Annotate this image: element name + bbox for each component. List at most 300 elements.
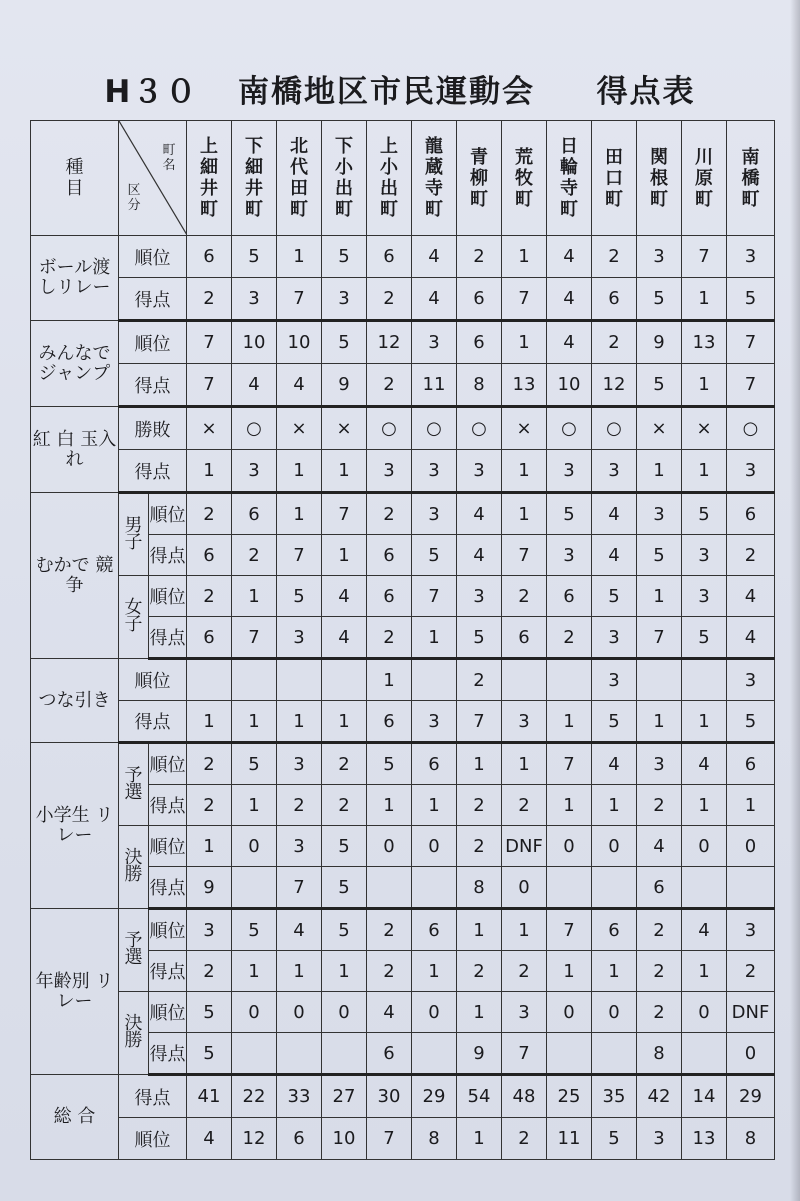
score-cell: 2 <box>502 785 547 826</box>
score-cell: 6 <box>367 1033 412 1075</box>
score-cell <box>277 1033 322 1075</box>
rank-label: 順位 <box>119 321 187 364</box>
score-cell: 6 <box>367 535 412 576</box>
score-cell: 5 <box>637 535 682 576</box>
win-loss-label: 勝敗 <box>119 407 187 450</box>
score-cell: 1 <box>187 701 232 743</box>
score-cell: 4 <box>547 278 592 321</box>
title-main: 南橋地区市民運動会 <box>237 74 535 110</box>
score-cell: 1 <box>682 951 727 992</box>
score-cell: 1 <box>502 743 547 785</box>
prelim-label: 予選 <box>119 909 149 992</box>
score-cell: 1 <box>367 659 412 701</box>
category-header: 種目 <box>31 121 119 236</box>
score-cell: 7 <box>682 236 727 278</box>
score-cell <box>232 867 277 909</box>
points-label: 得点 <box>149 951 187 992</box>
girls-label: 女子 <box>119 576 149 659</box>
score-cell: 1 <box>502 493 547 535</box>
score-cell: 3 <box>682 535 727 576</box>
tamaire-result-row <box>31 407 775 450</box>
total-rank-row <box>31 1118 775 1160</box>
town-header: 日輪寺町 <box>547 121 592 236</box>
shogaku-final-rank-row <box>31 826 775 867</box>
nenrei-prelim-rank-row <box>31 909 775 951</box>
score-cell: 1 <box>502 909 547 951</box>
score-cell: 3 <box>592 450 637 493</box>
score-cell: 1 <box>232 701 277 743</box>
score-cell: 7 <box>502 1033 547 1075</box>
event-mukade: むかで 競 争 <box>31 493 119 659</box>
score-cell: 1 <box>232 576 277 617</box>
score-cell: 1 <box>682 701 727 743</box>
total-points-row <box>31 1075 775 1118</box>
points-label: 得点 <box>119 278 187 321</box>
score-cell: 5 <box>637 278 682 321</box>
score-cell: 2 <box>277 785 322 826</box>
score-cell: 1 <box>277 450 322 493</box>
score-cell: 6 <box>367 701 412 743</box>
town-header: 下細井町 <box>232 121 277 236</box>
town-header: 上小出町 <box>367 121 412 236</box>
score-cell <box>232 659 277 701</box>
score-cell: 2 <box>457 659 502 701</box>
score-cell <box>232 1033 277 1075</box>
score-cell: 1 <box>412 617 457 659</box>
shogaku-prelim-rank-row <box>31 743 775 785</box>
score-cell <box>412 659 457 701</box>
score-cell: 1 <box>322 701 367 743</box>
score-cell: ○ <box>367 407 412 450</box>
score-cell: 2 <box>187 743 232 785</box>
score-cell: 10 <box>277 321 322 364</box>
score-cell: 1 <box>322 535 367 576</box>
score-cell: 6 <box>592 909 637 951</box>
score-cell: 2 <box>547 617 592 659</box>
score-cell: 41 <box>187 1075 232 1118</box>
score-cell: 2 <box>637 785 682 826</box>
score-cell: 8 <box>457 867 502 909</box>
paper-edge-shadow <box>790 0 800 1201</box>
score-cell: 3 <box>727 236 775 278</box>
score-cell: 1 <box>457 992 502 1033</box>
score-cell <box>637 659 682 701</box>
score-cell: 1 <box>727 785 775 826</box>
score-cell: 1 <box>502 321 547 364</box>
score-cell: ○ <box>412 407 457 450</box>
score-cell: 2 <box>367 909 412 951</box>
score-cell: 4 <box>412 236 457 278</box>
score-cell: 0 <box>547 826 592 867</box>
score-cell: 1 <box>322 450 367 493</box>
score-cell: 2 <box>727 535 775 576</box>
score-cell: 0 <box>322 992 367 1033</box>
score-cell: 4 <box>277 909 322 951</box>
score-cell: 4 <box>547 321 592 364</box>
score-cell: 5 <box>592 701 637 743</box>
score-cell: 3 <box>232 450 277 493</box>
score-cell: 3 <box>412 493 457 535</box>
score-cell: 13 <box>682 321 727 364</box>
score-cell: 10 <box>232 321 277 364</box>
score-cell: 4 <box>322 576 367 617</box>
score-cell: ○ <box>592 407 637 450</box>
score-cell: 2 <box>502 576 547 617</box>
score-cell: 3 <box>637 236 682 278</box>
score-cell: 4 <box>637 826 682 867</box>
score-cell: 6 <box>547 576 592 617</box>
score-cell: ○ <box>232 407 277 450</box>
score-cell: 8 <box>637 1033 682 1075</box>
score-cell: 5 <box>322 826 367 867</box>
score-cell <box>727 867 775 909</box>
score-cell: 7 <box>232 617 277 659</box>
score-cell <box>547 867 592 909</box>
score-cell <box>322 659 367 701</box>
town-header: 川原町 <box>682 121 727 236</box>
score-cell: 4 <box>682 909 727 951</box>
score-cell: 6 <box>367 576 412 617</box>
score-cell <box>277 659 322 701</box>
score-cell: 12 <box>592 364 637 407</box>
score-cell: 1 <box>502 450 547 493</box>
score-cell: × <box>322 407 367 450</box>
score-cell: 1 <box>592 951 637 992</box>
score-cell: 0 <box>592 992 637 1033</box>
score-cell: 6 <box>187 617 232 659</box>
score-cell: 7 <box>457 701 502 743</box>
score-cell: 5 <box>232 236 277 278</box>
score-cell: 14 <box>682 1075 727 1118</box>
score-cell: 3 <box>592 659 637 701</box>
score-cell: 0 <box>412 826 457 867</box>
score-cell: ○ <box>547 407 592 450</box>
tsuna-rank-row <box>31 659 775 701</box>
score-cell: 0 <box>277 992 322 1033</box>
score-cell: 3 <box>727 909 775 951</box>
nenrei-final-rank-row <box>31 992 775 1033</box>
score-cell: 4 <box>412 278 457 321</box>
score-cell: 22 <box>232 1075 277 1118</box>
score-cell: 5 <box>322 321 367 364</box>
score-cell: 3 <box>187 909 232 951</box>
score-cell: 2 <box>592 321 637 364</box>
score-cell: 5 <box>187 992 232 1033</box>
town-header: 田口町 <box>592 121 637 236</box>
score-cell: 2 <box>367 951 412 992</box>
score-cell: 4 <box>322 617 367 659</box>
score-cell: 3 <box>637 1118 682 1160</box>
header-row <box>31 121 775 236</box>
score-cell: 1 <box>682 450 727 493</box>
score-cell: 2 <box>457 785 502 826</box>
score-cell: 3 <box>412 450 457 493</box>
score-cell: ○ <box>727 407 775 450</box>
score-cell: 2 <box>457 951 502 992</box>
score-cell: 1 <box>457 909 502 951</box>
score-cell: 2 <box>367 364 412 407</box>
score-cell: 2 <box>502 1118 547 1160</box>
score-cell: 7 <box>277 867 322 909</box>
score-cell <box>592 1033 637 1075</box>
score-cell: 9 <box>187 867 232 909</box>
page-title <box>0 66 800 111</box>
score-cell: 6 <box>727 493 775 535</box>
division-header <box>119 121 187 236</box>
score-cell: 3 <box>547 535 592 576</box>
score-cell: 13 <box>502 364 547 407</box>
town-header: 上細井町 <box>187 121 232 236</box>
points-label: 得点 <box>119 450 187 493</box>
rank-label: 順位 <box>119 659 187 701</box>
score-cell: 7 <box>187 321 232 364</box>
score-cell: 4 <box>277 364 322 407</box>
score-cell: 2 <box>187 493 232 535</box>
score-cell: 2 <box>457 236 502 278</box>
score-cell: 4 <box>592 535 637 576</box>
score-cell: 7 <box>277 535 322 576</box>
score-cell <box>547 1033 592 1075</box>
score-cell: 1 <box>187 826 232 867</box>
score-cell: 5 <box>682 617 727 659</box>
town-header: 関根町 <box>637 121 682 236</box>
score-cell: 5 <box>277 576 322 617</box>
score-cell: DNF <box>727 992 775 1033</box>
score-cell: 4 <box>457 493 502 535</box>
score-cell: 5 <box>412 535 457 576</box>
score-cell: 5 <box>322 909 367 951</box>
jump-points-row <box>31 364 775 407</box>
score-cell: 6 <box>277 1118 322 1160</box>
score-cell: 5 <box>592 576 637 617</box>
score-cell: 10 <box>547 364 592 407</box>
score-cell: 5 <box>187 1033 232 1075</box>
score-cell: 4 <box>457 535 502 576</box>
town-header: 下小出町 <box>322 121 367 236</box>
score-cell: 7 <box>367 1118 412 1160</box>
points-label: 得点 <box>149 867 187 909</box>
score-cell: × <box>637 407 682 450</box>
score-cell: 4 <box>547 236 592 278</box>
score-cell: 3 <box>502 992 547 1033</box>
rank-label: 順位 <box>149 826 187 867</box>
score-cell: 3 <box>277 743 322 785</box>
tamaire-points-row <box>31 450 775 493</box>
score-cell: 30 <box>367 1075 412 1118</box>
final-label: 決勝 <box>119 826 149 909</box>
score-cell: 6 <box>592 278 637 321</box>
score-cell: 2 <box>187 951 232 992</box>
score-cell: 2 <box>322 785 367 826</box>
score-cell: 0 <box>367 826 412 867</box>
points-label: 得点 <box>119 364 187 407</box>
score-cell: 3 <box>592 617 637 659</box>
score-cell: 2 <box>727 951 775 992</box>
score-cell: 6 <box>187 236 232 278</box>
score-cell: 6 <box>232 493 277 535</box>
score-cell: 1 <box>412 951 457 992</box>
score-cell: 2 <box>232 535 277 576</box>
score-cell: 25 <box>547 1075 592 1118</box>
score-cell: 33 <box>277 1075 322 1118</box>
score-cell: 8 <box>727 1118 775 1160</box>
score-cell: 8 <box>457 364 502 407</box>
score-cell: 5 <box>727 278 775 321</box>
score-cell: 1 <box>547 951 592 992</box>
score-cell: 1 <box>637 701 682 743</box>
rank-label: 順位 <box>149 576 187 617</box>
score-cell <box>682 1033 727 1075</box>
prelim-label: 予選 <box>119 743 149 826</box>
score-cell: 4 <box>592 743 637 785</box>
score-cell: 27 <box>322 1075 367 1118</box>
score-cell: 1 <box>277 701 322 743</box>
score-table <box>30 120 775 1160</box>
score-cell: 7 <box>547 909 592 951</box>
score-cell: 3 <box>727 659 775 701</box>
score-cell: 4 <box>187 1118 232 1160</box>
score-cell: 1 <box>682 364 727 407</box>
score-cell: 2 <box>592 236 637 278</box>
rank-label: 順位 <box>149 743 187 785</box>
score-cell: 54 <box>457 1075 502 1118</box>
score-cell: 0 <box>592 826 637 867</box>
score-cell: ○ <box>457 407 502 450</box>
points-label: 得点 <box>119 1075 187 1118</box>
score-cell <box>412 1033 457 1075</box>
points-label: 得点 <box>119 701 187 743</box>
score-cell: 7 <box>547 743 592 785</box>
score-cell <box>682 867 727 909</box>
score-cell: 1 <box>232 785 277 826</box>
event-shogaku-relay: 小学生 リレー <box>31 743 119 909</box>
score-cell: 6 <box>187 535 232 576</box>
score-cell: 2 <box>637 951 682 992</box>
score-cell: 5 <box>367 743 412 785</box>
score-cell: 0 <box>502 867 547 909</box>
event-nenrei-relay: 年齢別 リレー <box>31 909 119 1075</box>
jump-rank-row <box>31 321 775 364</box>
score-cell: 5 <box>637 364 682 407</box>
score-cell: 42 <box>637 1075 682 1118</box>
score-cell: 10 <box>322 1118 367 1160</box>
score-cell: 5 <box>547 493 592 535</box>
score-cell: × <box>277 407 322 450</box>
rank-label: 順位 <box>119 1118 187 1160</box>
score-cell: 9 <box>457 1033 502 1075</box>
score-cell: 1 <box>367 785 412 826</box>
score-cell: 6 <box>367 236 412 278</box>
score-cell <box>502 659 547 701</box>
score-cell: 5 <box>232 743 277 785</box>
town-header: 青柳町 <box>457 121 502 236</box>
points-label: 得点 <box>149 785 187 826</box>
score-cell: 1 <box>637 450 682 493</box>
score-cell: 3 <box>412 321 457 364</box>
score-cell: 2 <box>637 992 682 1033</box>
boys-label: 男子 <box>119 493 149 576</box>
ball-rank-row <box>31 236 775 278</box>
score-cell <box>367 867 412 909</box>
score-cell: 3 <box>277 826 322 867</box>
title-prefix: H３０ <box>104 74 199 110</box>
score-cell: 8 <box>412 1118 457 1160</box>
title-suffix: 得点表 <box>596 74 696 110</box>
score-cell: 5 <box>322 236 367 278</box>
score-cell: 2 <box>187 278 232 321</box>
town-header: 龍蔵寺町 <box>412 121 457 236</box>
score-cell: 5 <box>682 493 727 535</box>
score-cell: 0 <box>547 992 592 1033</box>
score-cell: 0 <box>682 826 727 867</box>
score-cell: 5 <box>592 1118 637 1160</box>
score-cell: 13 <box>682 1118 727 1160</box>
score-cell: 3 <box>322 278 367 321</box>
score-cell: 1 <box>277 493 322 535</box>
score-cell: 2 <box>187 576 232 617</box>
score-cell: 9 <box>322 364 367 407</box>
score-cell: 1 <box>547 785 592 826</box>
town-header: 荒牧町 <box>502 121 547 236</box>
score-cell: 3 <box>502 701 547 743</box>
score-cell: 3 <box>682 576 727 617</box>
total-label: 総 合 <box>31 1075 119 1160</box>
score-cell: × <box>502 407 547 450</box>
score-cell: 29 <box>727 1075 775 1118</box>
score-cell: 7 <box>187 364 232 407</box>
event-ball-relay: ボール渡しリレー <box>31 236 119 321</box>
score-cell: 1 <box>457 1118 502 1160</box>
score-cell: 6 <box>412 909 457 951</box>
score-cell: 2 <box>367 493 412 535</box>
score-cell: 3 <box>637 743 682 785</box>
rank-label: 順位 <box>149 992 187 1033</box>
event-tamaire: 紅 白 玉入れ <box>31 407 119 493</box>
score-cell: 7 <box>502 278 547 321</box>
score-cell: 0 <box>727 1033 775 1075</box>
score-cell: 3 <box>367 450 412 493</box>
score-cell: 2 <box>367 617 412 659</box>
score-cell: 6 <box>637 867 682 909</box>
score-cell: 2 <box>367 278 412 321</box>
score-cell: 2 <box>502 951 547 992</box>
score-cell: 12 <box>367 321 412 364</box>
score-cell: 3 <box>457 576 502 617</box>
points-label: 得点 <box>149 535 187 576</box>
score-cell: 2 <box>637 909 682 951</box>
score-cell: 3 <box>412 701 457 743</box>
score-cell <box>682 659 727 701</box>
score-cell: 4 <box>232 364 277 407</box>
rank-label: 順位 <box>119 236 187 278</box>
score-cell: 6 <box>727 743 775 785</box>
score-cell: 7 <box>277 278 322 321</box>
score-cell: 35 <box>592 1075 637 1118</box>
score-cell: 3 <box>457 450 502 493</box>
score-cell: 7 <box>637 617 682 659</box>
points-label: 得点 <box>149 1033 187 1075</box>
final-label: 決勝 <box>119 992 149 1075</box>
score-cell: 1 <box>322 951 367 992</box>
score-cell: 1 <box>412 785 457 826</box>
mukade-boys-rank-row <box>31 493 775 535</box>
town-label: 町名 <box>162 143 176 173</box>
score-cell: 2 <box>187 785 232 826</box>
score-cell: 0 <box>232 992 277 1033</box>
score-cell: 12 <box>232 1118 277 1160</box>
score-cell: 4 <box>367 992 412 1033</box>
score-cell: 5 <box>322 867 367 909</box>
